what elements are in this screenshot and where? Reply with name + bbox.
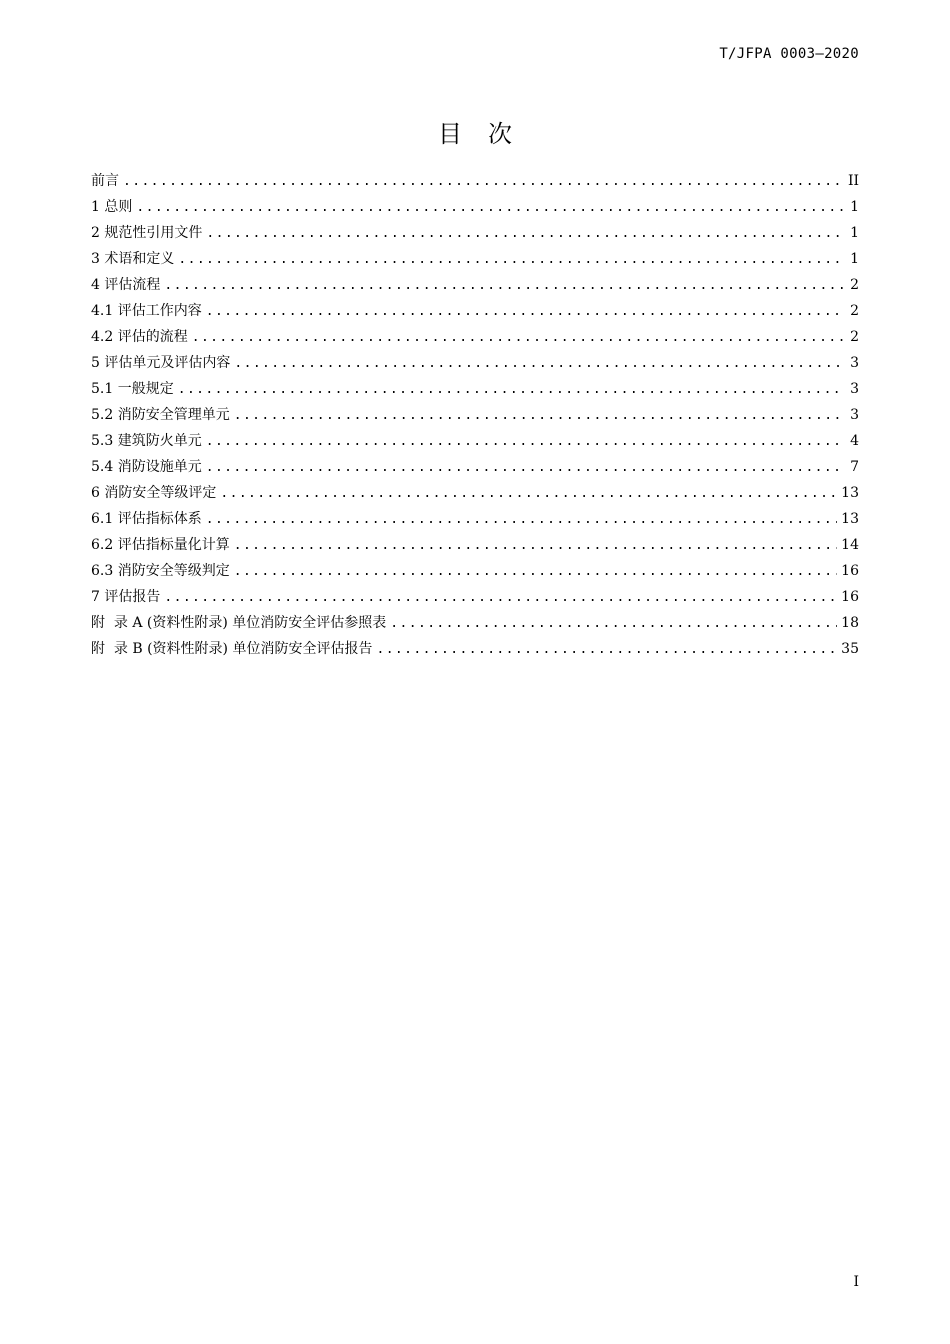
toc-label: 6.3 消防安全等级判定	[91, 563, 230, 579]
toc-page-number: 3	[850, 381, 859, 397]
toc-label: 1 总则	[91, 199, 133, 215]
toc-page-number: 1	[850, 225, 859, 241]
toc-label: 7 评估报告	[91, 589, 161, 605]
toc-page-number: 35	[841, 641, 859, 657]
toc-page-number: 2	[850, 329, 859, 345]
toc-label: 5 评估单元及评估内容	[91, 355, 231, 371]
toc-entry-6-3[interactable]	[91, 558, 859, 584]
toc-label: 附 录 B (资料性附录) 单位消防安全评估报告	[91, 641, 373, 657]
toc-entry-4-1[interactable]	[91, 298, 859, 324]
toc-entry-6-2[interactable]	[91, 532, 859, 558]
toc-page-number: 1	[850, 251, 859, 267]
toc-leader-dots	[123, 169, 843, 195]
toc-page-number: 13	[841, 511, 859, 527]
toc-entry-6[interactable]	[91, 480, 859, 506]
toc-page-number: 1	[850, 199, 859, 215]
toc-leader-dots	[376, 637, 837, 663]
toc-leader-dots	[164, 585, 837, 611]
toc-entry-4[interactable]	[91, 272, 859, 298]
toc-page-number: 4	[850, 433, 859, 449]
document-code: T/JFPA 0003—2020	[719, 46, 859, 62]
toc-entry-5-1[interactable]	[91, 376, 859, 402]
toc-label: 5.2 消防安全管理单元	[91, 407, 230, 423]
toc-entry-appendix-a[interactable]	[91, 610, 859, 636]
toc-entry-5-4[interactable]	[91, 454, 859, 480]
toc-label: 前言	[91, 173, 119, 189]
toc-leader-dots	[234, 403, 843, 429]
toc-entry-1[interactable]	[91, 194, 859, 220]
toc-page-number: 16	[841, 563, 859, 579]
toc-page-number: 14	[841, 537, 859, 553]
toc-entry-2[interactable]	[91, 220, 859, 246]
toc-leader-dots	[234, 559, 837, 585]
toc-label: 4.2 评估的流程	[91, 329, 188, 345]
toc-entry-5-2[interactable]	[91, 402, 859, 428]
page-number: I	[853, 1274, 859, 1290]
toc-leader-dots	[164, 273, 843, 299]
toc-entry-foreword[interactable]	[91, 168, 859, 194]
toc-page-number: 3	[850, 355, 859, 371]
toc-entry-5-3[interactable]	[91, 428, 859, 454]
toc-leader-dots	[206, 507, 837, 533]
toc-entry-6-1[interactable]	[91, 506, 859, 532]
toc-label: 2 规范性引用文件	[91, 225, 203, 241]
toc-entry-appendix-b[interactable]	[91, 636, 859, 662]
toc-leader-dots	[178, 377, 843, 403]
toc-entry-4-2[interactable]	[91, 324, 859, 350]
table-of-contents	[91, 168, 859, 662]
toc-label: 4 评估流程	[91, 277, 161, 293]
toc-entry-5[interactable]	[91, 350, 859, 376]
toc-label: 4.1 评估工作内容	[91, 303, 202, 319]
toc-label: 附 录 A (资料性附录) 单位消防安全评估参照表	[91, 615, 387, 631]
toc-page-number: 2	[850, 303, 859, 319]
toc-label: 5.1 一般规定	[91, 381, 174, 397]
toc-page-number: 2	[850, 277, 859, 293]
toc-leader-dots	[206, 221, 843, 247]
toc-leader-dots	[192, 325, 843, 351]
toc-label: 5.4 消防设施单元	[91, 459, 202, 475]
toc-label: 3 术语和定义	[91, 251, 175, 267]
toc-leader-dots	[234, 533, 837, 559]
toc-page-number: 13	[841, 485, 859, 501]
toc-leader-dots	[390, 611, 837, 637]
toc-page-number: 7	[850, 459, 859, 475]
toc-entry-3[interactable]	[91, 246, 859, 272]
toc-label: 6.1 评估指标体系	[91, 511, 202, 527]
toc-leader-dots	[178, 247, 843, 273]
toc-leader-dots	[206, 429, 843, 455]
toc-leader-dots	[136, 195, 843, 221]
toc-page-number: 16	[841, 589, 859, 605]
toc-entry-7[interactable]	[91, 584, 859, 610]
toc-label: 6.2 评估指标量化计算	[91, 537, 230, 553]
toc-leader-dots	[220, 481, 837, 507]
toc-page-number: 3	[850, 407, 859, 423]
toc-label: 5.3 建筑防火单元	[91, 433, 202, 449]
toc-page-number: II	[847, 173, 859, 189]
toc-leader-dots	[234, 351, 843, 377]
toc-page-number: 18	[841, 615, 859, 631]
toc-leader-dots	[206, 299, 843, 325]
toc-label: 6 消防安全等级评定	[91, 485, 217, 501]
page-title: 目次	[438, 120, 538, 148]
toc-leader-dots	[206, 455, 843, 481]
